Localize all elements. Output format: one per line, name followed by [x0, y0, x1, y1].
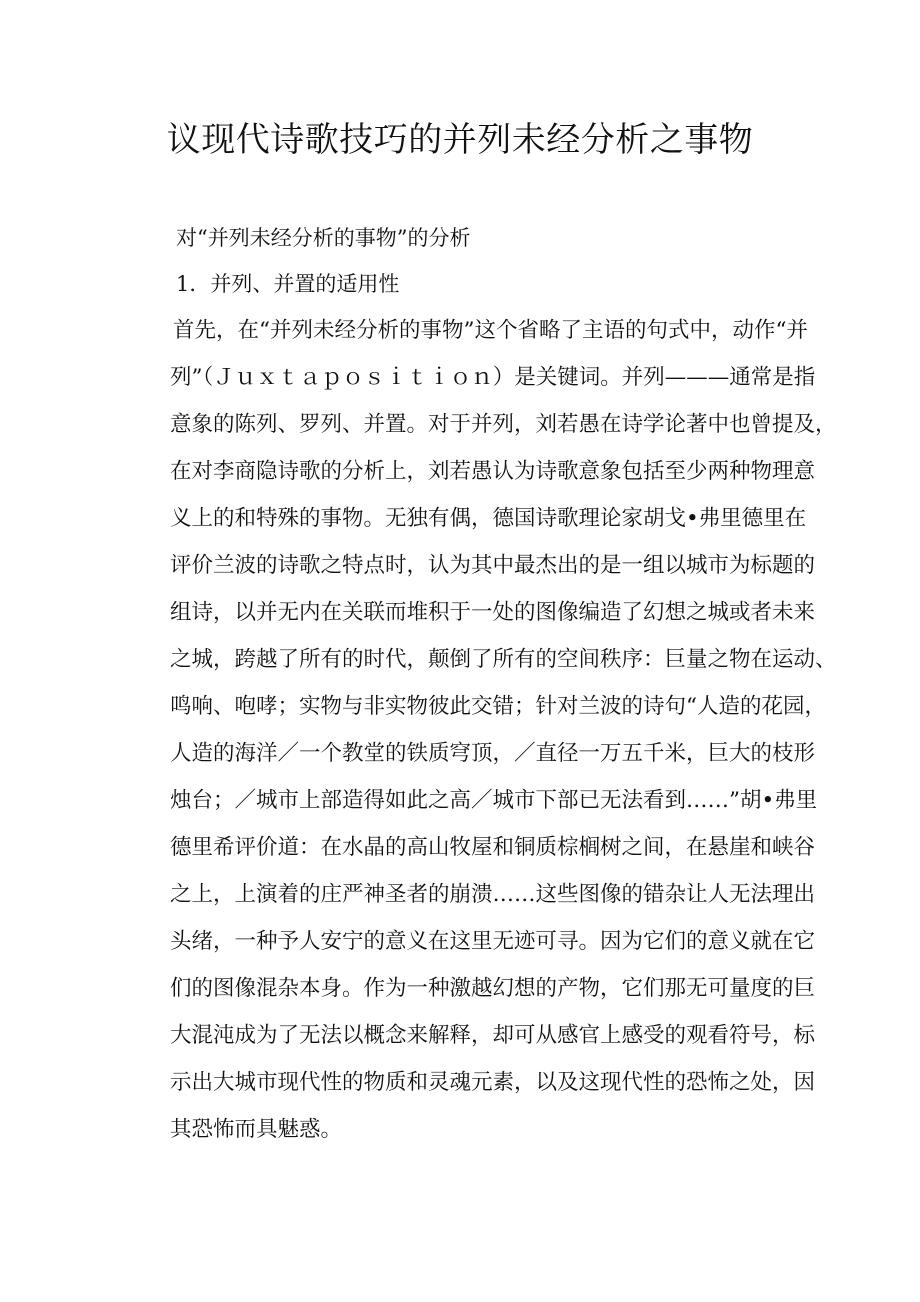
document-title: 议现代诗歌技巧的并列未经分析之事物	[166, 120, 754, 160]
paragraph-line: 在对李商隐诗歌的分析上，刘若愚认为诗歌意象包括至少两种物理意	[170, 459, 816, 484]
paragraph-line: 烛台；／城市上部造得如此之高／城市下部已无法看到……”胡•弗里	[170, 788, 818, 813]
subsection-heading: 1．并列、并置的适用性	[176, 272, 400, 296]
paragraph	[170, 313, 837, 1159]
paragraph-line: 鸣响、咆哮；实物与非实物彼此交错；针对兰波的诗句“人造的花园，	[170, 694, 826, 719]
paragraph-line: 意象的陈列、罗列、并置。对于并列，刘若愚在诗学论著中也曾提及，	[170, 412, 837, 437]
paragraph-line: 人造的海洋／一个教堂的铁质穹顶，／直径一万五千米，巨大的枝形	[170, 741, 816, 766]
section-heading: 对“并列未经分析的事物”的分析	[176, 226, 471, 250]
paragraph-line: 德里希评价道：在水晶的高山牧屋和铜质棕榈树之间，在悬崖和峡谷	[170, 835, 816, 860]
paragraph-line: 其恐怖而具魅惑。	[170, 1117, 343, 1142]
paragraph-line: 头绪，一种予人安宁的意义在这里无迹可寻。因为它们的意义就在它	[170, 929, 816, 954]
paragraph-line: 首先，在“并列未经分析的事物”这个省略了主语的句式中，动作“并	[173, 318, 808, 343]
paragraph-line: 之上，上演着的庄严神圣者的崩溃……这些图像的错杂让人无法理出	[170, 882, 816, 907]
paragraph-line: 示出大城市现代性的物质和灵魂元素，以及这现代性的恐怖之处，因	[170, 1070, 816, 1095]
paragraph-line: 大混沌成为了无法以概念来解释，却可从感官上感受的观看符号，标	[170, 1023, 816, 1048]
paragraph-line: 们的图像混杂本身。作为一种激越幻想的产物，它们那无可量度的巨	[170, 976, 816, 1001]
paragraph-line: 组诗，以并无内在关联而堆积于一处的图像编造了幻想之城或者未来	[170, 600, 816, 625]
paragraph-line: 义上的和特殊的事物。无独有偶，德国诗歌理论家胡戈•弗里德里在	[170, 506, 807, 531]
paragraph-line: 之城，跨越了所有的时代，颠倒了所有的空间秩序：巨量之物在运动、	[170, 647, 837, 672]
paragraph-line: 评价兰波的诗歌之特点时，认为其中最杰出的是一组以城市为标题的	[170, 553, 816, 578]
paragraph-line: 列”（Ｊｕｘｔａｐｏｓｉｔｉｏｎ）是关键词。并列———通常是指	[170, 365, 816, 390]
